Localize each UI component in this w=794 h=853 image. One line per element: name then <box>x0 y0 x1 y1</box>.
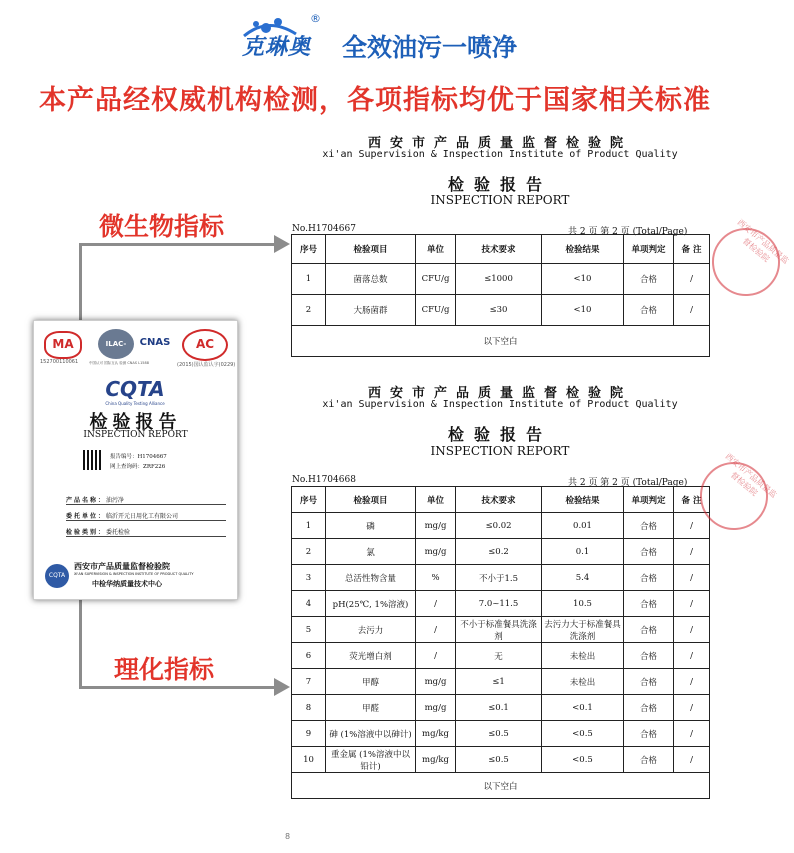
certificate-title-en: INSPECTION REPORT <box>83 430 188 440</box>
cnas-logo: CNAS <box>139 337 171 348</box>
table-row <box>292 643 710 669</box>
report2-table <box>291 486 710 799</box>
report2-org-en: xi'an Supervision & Inspection Institute of Product Quality <box>322 399 678 410</box>
column-header: 备 注 <box>674 487 710 513</box>
table-cell: 5 <box>292 617 326 643</box>
table-cell: <0.1 <box>542 695 624 721</box>
table-cell: mg/g <box>416 539 456 565</box>
cqta-sub: China Quality Testing Alliance <box>105 401 165 406</box>
table-cell: 6 <box>292 643 326 669</box>
footer-mark: 8 <box>285 832 291 841</box>
arrow-right-icon <box>274 235 290 253</box>
registered-mark: ® <box>310 12 321 25</box>
table-cell: 3 <box>292 565 326 591</box>
report2-org-cn: 西安市产品质量监督检验院 <box>367 386 632 401</box>
report2-stamp: 西安市产品质量监督检验院 <box>686 448 782 544</box>
connector-line <box>79 598 82 688</box>
table-cell: <0.5 <box>542 721 624 747</box>
table-cell: ≤0.02 <box>456 513 542 539</box>
table-cell: / <box>674 513 710 539</box>
table-cell: pH(25℃, 1%溶液) <box>326 591 416 617</box>
table-cell: ≤0.5 <box>456 747 542 773</box>
table-cell: 重金属 (1%溶液中以铅计) <box>326 747 416 773</box>
report1-org-en: xi'an Supervision & Inspection Institute of Product Quality <box>322 149 678 160</box>
report2-title-cn: 检验报告 <box>447 425 552 444</box>
table-header-row <box>292 487 710 513</box>
table-cell: 总活性物含量 <box>326 565 416 591</box>
column-header: 单位 <box>416 487 456 513</box>
brand-name: 克琳奥 <box>242 34 312 60</box>
table-cell: 氯 <box>326 539 416 565</box>
table-cell: <10 <box>542 264 624 295</box>
table-cell: / <box>674 617 710 643</box>
report-no-row <box>110 452 167 460</box>
table-cell: 合格 <box>624 513 674 539</box>
table-cell: 合格 <box>624 591 674 617</box>
column-header: 序号 <box>292 235 326 264</box>
table-cell: 5.4 <box>542 565 624 591</box>
report1-org-cn: 西安市产品质量监督检验院 <box>367 136 632 151</box>
ma-number: 152700110061 <box>40 359 79 365</box>
table-row <box>292 721 710 747</box>
table-cell: / <box>416 617 456 643</box>
table-cell: 大肠菌群 <box>326 295 416 326</box>
field-value: 委托检验 <box>106 529 131 536</box>
table-cell: / <box>416 643 456 669</box>
table-cell: 合格 <box>624 747 674 773</box>
field-value: 油污净 <box>106 497 125 504</box>
table-cell: / <box>416 591 456 617</box>
certificate-center: 中检华纳质量技术中心 <box>92 579 162 588</box>
report1-title-en: INSPECTION REPORT <box>430 193 570 207</box>
column-header: 单项判定 <box>624 487 674 513</box>
table-row <box>292 326 710 357</box>
field-key: 产品名称： <box>66 497 107 504</box>
report2-page: 共 2 页 第 2 页 (Total/Page) <box>568 478 688 488</box>
qr-code-icon <box>83 450 103 470</box>
table-row <box>292 669 710 695</box>
column-header: 序号 <box>292 487 326 513</box>
table-cell: ≤0.5 <box>456 721 542 747</box>
report2-title-en: INSPECTION REPORT <box>430 444 570 458</box>
table-cell: 未检出 <box>542 643 624 669</box>
column-header: 技术要求 <box>456 235 542 264</box>
field-key: 检验类别： <box>66 529 107 536</box>
table-cell: 荧光增白剂 <box>326 643 416 669</box>
table-cell: ≤1000 <box>456 264 542 295</box>
table-cell: 去污力大于标准餐具洗涤剂 <box>542 617 624 643</box>
ilac-sub: 中国认可 国际互认 检测 CNAS L1588 <box>89 361 149 365</box>
table-cell: 合格 <box>624 295 674 326</box>
table-cell: % <box>416 565 456 591</box>
table-cell: / <box>674 669 710 695</box>
ma-logo: MA <box>44 331 82 359</box>
table-cell: / <box>674 264 710 295</box>
report2-number: No.H1704668 <box>292 475 356 485</box>
brand-header <box>0 6 750 64</box>
table-cell: / <box>674 565 710 591</box>
table-cell: / <box>674 747 710 773</box>
ac-number: (2015)国认监认字(0229) <box>177 362 236 368</box>
cqta-logo: CQTA <box>105 377 165 401</box>
table-cell: 2 <box>292 295 326 326</box>
table-cell: 不小于1.5 <box>456 565 542 591</box>
table-row <box>292 617 710 643</box>
table-cell: 合格 <box>624 669 674 695</box>
table-cell: 1 <box>292 513 326 539</box>
table-cell: mg/g <box>416 669 456 695</box>
table-tail: 以下空白 <box>292 773 710 799</box>
field-key: 委托单位： <box>66 513 107 520</box>
table-cell: mg/kg <box>416 721 456 747</box>
table-cell: CFU/g <box>416 295 456 326</box>
query-code-label: 网上查询码： <box>110 464 144 470</box>
table-cell: <10 <box>542 295 624 326</box>
table-cell: 甲醛 <box>326 695 416 721</box>
table-cell: mg/g <box>416 513 456 539</box>
table-cell: <0.5 <box>542 747 624 773</box>
report1-page: 共 2 页 第 2 页 (Total/Page) <box>568 227 688 237</box>
report1-title-cn: 检验报告 <box>447 175 552 194</box>
table-cell: 磷 <box>326 513 416 539</box>
table-cell: 1 <box>292 264 326 295</box>
report-no-label: 报告编号： <box>110 454 138 460</box>
table-cell: mg/kg <box>416 747 456 773</box>
table-cell: 去污力 <box>326 617 416 643</box>
column-header: 技术要求 <box>456 487 542 513</box>
connector-line <box>79 243 82 320</box>
table-row <box>292 513 710 539</box>
table-cell: / <box>674 721 710 747</box>
table-cell: 无 <box>456 643 542 669</box>
field-product <box>66 495 226 505</box>
ac-logo: AC <box>182 329 228 361</box>
brand-slogan: 全效油污一喷净 <box>342 33 518 62</box>
report-no-value: H1704667 <box>137 454 167 460</box>
table-cell: 合格 <box>624 565 674 591</box>
table-cell: 10 <box>292 747 326 773</box>
table-tail: 以下空白 <box>292 326 710 357</box>
table-cell: 合格 <box>624 539 674 565</box>
table-cell: 0.1 <box>542 539 624 565</box>
field-client <box>66 511 226 521</box>
field-type <box>66 527 226 537</box>
table-cell: ≤0.2 <box>456 539 542 565</box>
table-cell: 8 <box>292 695 326 721</box>
connector-line <box>79 243 275 246</box>
table-row <box>292 695 710 721</box>
table-cell: 9 <box>292 721 326 747</box>
table-cell: 合格 <box>624 264 674 295</box>
table-cell: 合格 <box>624 617 674 643</box>
table-cell: 0.01 <box>542 513 624 539</box>
table-cell: ≤1 <box>456 669 542 695</box>
headline: 本产品经权威机构检测，各项指标均优于国家相关标准 <box>39 85 711 116</box>
table-row <box>292 539 710 565</box>
table-cell: 合格 <box>624 643 674 669</box>
table-cell: / <box>674 643 710 669</box>
query-code-row <box>110 462 165 470</box>
column-header: 检验结果 <box>542 235 624 264</box>
label-micro: 微生物指标 <box>99 212 225 241</box>
table-cell: 甲醇 <box>326 669 416 695</box>
table-cell: ≤0.1 <box>456 695 542 721</box>
table-cell: 砷 (1%溶液中以砷计) <box>326 721 416 747</box>
report1-table <box>291 234 710 357</box>
query-code-value: ZRF226 <box>143 464 166 470</box>
connector-line <box>79 686 275 689</box>
column-header: 检验项目 <box>326 235 416 264</box>
table-cell: / <box>674 591 710 617</box>
table-cell: 7 <box>292 669 326 695</box>
table-row <box>292 591 710 617</box>
column-header: 单项判定 <box>624 235 674 264</box>
table-row <box>292 264 710 295</box>
report1-number: No.H1704667 <box>292 224 356 234</box>
table-cell: 合格 <box>624 695 674 721</box>
certificate-org-cn: 西安市产品质量监督检验院 <box>74 561 170 571</box>
cqta-badge: CQTA <box>45 564 69 588</box>
table-row <box>292 773 710 799</box>
table-row <box>292 565 710 591</box>
column-header: 单位 <box>416 235 456 264</box>
report1-stamp: 西安市产品质量监督检验院 <box>698 214 794 310</box>
field-value: 临沂开元日用化工有限公司 <box>106 513 179 520</box>
table-header-row <box>292 235 710 264</box>
column-header: 检验项目 <box>326 487 416 513</box>
table-cell: ≤30 <box>456 295 542 326</box>
table-cell: mg/g <box>416 695 456 721</box>
table-cell: / <box>674 539 710 565</box>
table-cell: 4 <box>292 591 326 617</box>
column-header: 检验结果 <box>542 487 624 513</box>
table-cell: 合格 <box>624 721 674 747</box>
table-cell: 不小于标准餐具洗涤剂 <box>456 617 542 643</box>
table-cell: 7.0~11.5 <box>456 591 542 617</box>
table-cell: CFU/g <box>416 264 456 295</box>
ilac-logo: ILAC-MRA <box>98 329 134 359</box>
table-cell: / <box>674 695 710 721</box>
table-cell: 菌落总数 <box>326 264 416 295</box>
certificate-card <box>33 320 238 600</box>
table-row <box>292 747 710 773</box>
arrow-right-icon <box>274 678 290 696</box>
column-header: 备 注 <box>674 235 710 264</box>
table-cell: 未检出 <box>542 669 624 695</box>
table-cell: 2 <box>292 539 326 565</box>
table-cell: 10.5 <box>542 591 624 617</box>
label-physchem: 理化指标 <box>114 655 215 684</box>
certificate-org-en: XI'AN SUPERVISION & INSPECTION INSTITUTE OF PRODUCT QUALITY <box>74 572 194 576</box>
certificate-title-cn: 检验报告 <box>89 412 182 433</box>
table-cell: / <box>674 295 710 326</box>
table-row <box>292 295 710 326</box>
